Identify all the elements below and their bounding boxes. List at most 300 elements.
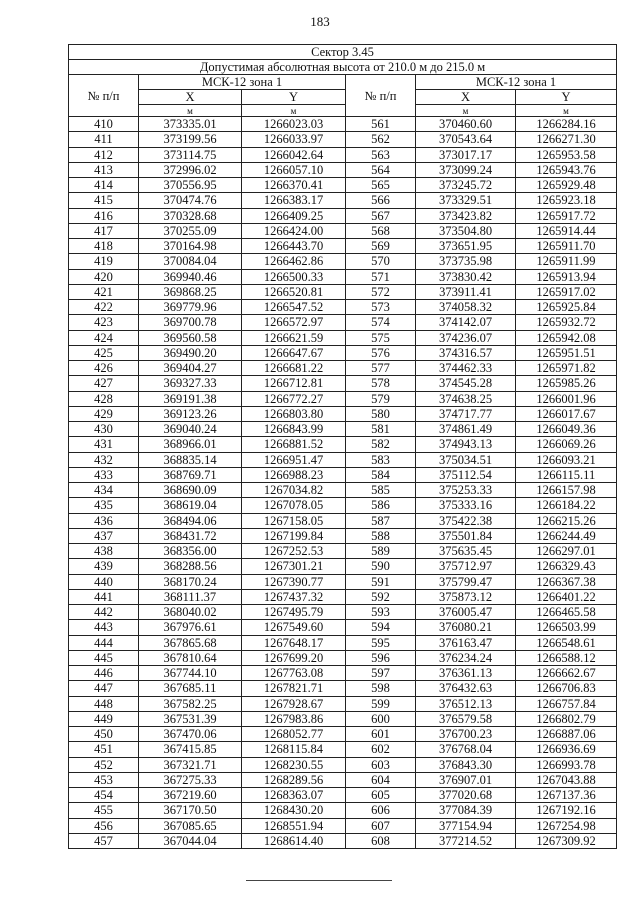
cell-num-left: 418 [69, 239, 139, 254]
table-row [69, 391, 617, 406]
cell-x-right: 375712.97 [416, 559, 516, 574]
cell-num-left: 452 [69, 757, 139, 772]
cell-y-left: 1267763.08 [242, 666, 346, 681]
table-row [69, 528, 617, 543]
cell-num-right: 582 [346, 437, 416, 452]
cell-num-right: 564 [346, 162, 416, 177]
cell-x-right: 376512.13 [416, 696, 516, 711]
cell-num-left: 415 [69, 193, 139, 208]
cell-y-left: 1267390.77 [242, 574, 346, 589]
cell-x-right: 376700.23 [416, 727, 516, 742]
table-row [69, 193, 617, 208]
cell-y-left: 1267252.53 [242, 544, 346, 559]
col-x-header-right: X [416, 90, 516, 105]
cell-x-left: 367685.11 [139, 681, 242, 696]
cell-num-left: 419 [69, 254, 139, 269]
cell-y-left: 1268052.77 [242, 727, 346, 742]
cell-num-right: 608 [346, 833, 416, 848]
cell-x-right: 375635.45 [416, 544, 516, 559]
cell-y-left: 1266370.41 [242, 178, 346, 193]
cell-x-right: 374717.77 [416, 406, 516, 421]
table-row [69, 788, 617, 803]
cell-x-right: 373329.51 [416, 193, 516, 208]
cell-x-left: 373199.56 [139, 132, 242, 147]
cell-x-left: 368494.06 [139, 513, 242, 528]
cell-num-right: 594 [346, 620, 416, 635]
cell-num-right: 562 [346, 132, 416, 147]
cell-x-left: 373114.75 [139, 147, 242, 162]
cell-x-right: 376361.13 [416, 666, 516, 681]
cell-y-left: 1266988.23 [242, 467, 346, 482]
cell-y-right: 1266271.30 [516, 132, 617, 147]
cell-x-right: 373423.82 [416, 208, 516, 223]
cell-x-right: 373911.41 [416, 284, 516, 299]
system-header-right: МСК-12 зона 1 [416, 75, 617, 90]
cell-x-right: 374638.25 [416, 391, 516, 406]
cell-y-left: 1267495.79 [242, 605, 346, 620]
cell-num-left: 454 [69, 788, 139, 803]
table-row [69, 117, 617, 132]
cell-y-left: 1267549.60 [242, 620, 346, 635]
col-num-header-right: № п/п [346, 75, 416, 117]
cell-y-left: 1268289.56 [242, 772, 346, 787]
cell-x-right: 373504.80 [416, 223, 516, 238]
cell-num-right: 605 [346, 788, 416, 803]
cell-num-right: 597 [346, 666, 416, 681]
cell-y-left: 1266547.52 [242, 300, 346, 315]
cell-x-right: 377084.39 [416, 803, 516, 818]
cell-x-left: 367044.04 [139, 833, 242, 848]
table-row [69, 178, 617, 193]
cell-x-right: 375873.12 [416, 589, 516, 604]
cell-y-right: 1266548.61 [516, 635, 617, 650]
table-row [69, 437, 617, 452]
cell-num-right: 575 [346, 330, 416, 345]
cell-y-left: 1267983.86 [242, 711, 346, 726]
cell-num-right: 607 [346, 818, 416, 833]
cell-y-left: 1268230.55 [242, 757, 346, 772]
cell-x-left: 369123.26 [139, 406, 242, 421]
cell-x-left: 367415.85 [139, 742, 242, 757]
cell-y-left: 1266772.27 [242, 391, 346, 406]
cell-x-left: 369868.25 [139, 284, 242, 299]
cell-x-left: 367744.10 [139, 666, 242, 681]
cell-num-right: 602 [346, 742, 416, 757]
cell-y-left: 1268363.07 [242, 788, 346, 803]
cell-y-left: 1266712.81 [242, 376, 346, 391]
cell-num-right: 603 [346, 757, 416, 772]
cell-num-left: 455 [69, 803, 139, 818]
cell-y-right: 1266662.67 [516, 666, 617, 681]
cell-x-right: 375422.38 [416, 513, 516, 528]
unit-y-left: м [242, 105, 346, 117]
cell-x-left: 370556.95 [139, 178, 242, 193]
cell-y-right: 1267043.88 [516, 772, 617, 787]
cell-num-left: 414 [69, 178, 139, 193]
cell-num-left: 441 [69, 589, 139, 604]
table-row [69, 330, 617, 345]
cell-x-right: 376432.63 [416, 681, 516, 696]
cell-y-left: 1267199.84 [242, 528, 346, 543]
cell-x-right: 373830.42 [416, 269, 516, 284]
cell-y-right: 1266465.58 [516, 605, 617, 620]
cell-y-left: 1266383.17 [242, 193, 346, 208]
footer-rule [246, 880, 392, 881]
page-number: 183 [310, 14, 330, 29]
cell-num-left: 422 [69, 300, 139, 315]
cell-num-left: 443 [69, 620, 139, 635]
cell-x-left: 367170.50 [139, 803, 242, 818]
cell-y-right: 1265917.02 [516, 284, 617, 299]
cell-num-right: 589 [346, 544, 416, 559]
cell-y-left: 1266023.03 [242, 117, 346, 132]
cell-x-right: 376843.30 [416, 757, 516, 772]
cell-y-left: 1268430.20 [242, 803, 346, 818]
cell-num-right: 586 [346, 498, 416, 513]
cell-num-right: 580 [346, 406, 416, 421]
table-row [69, 559, 617, 574]
cell-num-left: 416 [69, 208, 139, 223]
cell-y-left: 1266443.70 [242, 239, 346, 254]
cell-x-left: 368769.71 [139, 467, 242, 482]
table-row [69, 376, 617, 391]
table-row [69, 361, 617, 376]
cell-y-left: 1266647.67 [242, 345, 346, 360]
cell-y-right: 1266297.01 [516, 544, 617, 559]
cell-x-left: 367275.33 [139, 772, 242, 787]
cell-y-right: 1266069.26 [516, 437, 617, 452]
table-row [69, 635, 617, 650]
table-row [69, 208, 617, 223]
cell-num-right: 579 [346, 391, 416, 406]
cell-y-left: 1266572.97 [242, 315, 346, 330]
cell-y-left: 1267158.05 [242, 513, 346, 528]
cell-x-right: 374545.28 [416, 376, 516, 391]
cell-y-left: 1266843.99 [242, 422, 346, 437]
cell-num-left: 430 [69, 422, 139, 437]
cell-num-left: 433 [69, 467, 139, 482]
cell-y-left: 1268614.40 [242, 833, 346, 848]
cell-num-right: 563 [346, 147, 416, 162]
cell-x-right: 376579.58 [416, 711, 516, 726]
cell-y-left: 1266057.10 [242, 162, 346, 177]
cell-x-right: 373735.98 [416, 254, 516, 269]
cell-num-right: 577 [346, 361, 416, 376]
cell-y-right: 1265943.76 [516, 162, 617, 177]
col-y-header-right: Y [516, 90, 617, 105]
table-row [69, 833, 617, 848]
cell-x-left: 370255.09 [139, 223, 242, 238]
height-range: Допустимая абсолютная высота от 210.0 м до 215.0 м [69, 60, 617, 75]
col-x-header-left: X [139, 90, 242, 105]
cell-num-right: 568 [346, 223, 416, 238]
cell-y-right: 1265932.72 [516, 315, 617, 330]
cell-y-right: 1266017.67 [516, 406, 617, 421]
cell-x-left: 368111.37 [139, 589, 242, 604]
cell-x-right: 376163.47 [416, 635, 516, 650]
cell-x-right: 373099.24 [416, 162, 516, 177]
cell-x-right: 375112.54 [416, 467, 516, 482]
table-row [69, 147, 617, 162]
cell-x-left: 369700.78 [139, 315, 242, 330]
cell-num-left: 426 [69, 361, 139, 376]
cell-num-left: 429 [69, 406, 139, 421]
cell-y-right: 1265951.51 [516, 345, 617, 360]
cell-y-right: 1266093.21 [516, 452, 617, 467]
cell-x-right: 373245.72 [416, 178, 516, 193]
cell-num-right: 576 [346, 345, 416, 360]
cell-num-left: 427 [69, 376, 139, 391]
cell-num-right: 583 [346, 452, 416, 467]
col-num-header-left: № п/п [69, 75, 139, 117]
cell-x-left: 368690.09 [139, 483, 242, 498]
cell-y-left: 1266803.80 [242, 406, 346, 421]
cell-num-right: 567 [346, 208, 416, 223]
cell-x-left: 368170.24 [139, 574, 242, 589]
cell-x-left: 370474.76 [139, 193, 242, 208]
table-row [69, 620, 617, 635]
table-row [69, 284, 617, 299]
cell-num-left: 421 [69, 284, 139, 299]
cell-x-left: 367976.61 [139, 620, 242, 635]
unit-y-right: м [516, 105, 617, 117]
cell-y-right: 1266215.26 [516, 513, 617, 528]
table-row [69, 498, 617, 513]
cell-num-right: 593 [346, 605, 416, 620]
cell-num-right: 570 [346, 254, 416, 269]
table-row [69, 681, 617, 696]
cell-y-left: 1267034.82 [242, 483, 346, 498]
cell-num-left: 423 [69, 315, 139, 330]
cell-x-right: 373017.17 [416, 147, 516, 162]
cell-num-left: 456 [69, 818, 139, 833]
table-row [69, 772, 617, 787]
cell-x-left: 368619.04 [139, 498, 242, 513]
cell-num-left: 437 [69, 528, 139, 543]
cell-num-right: 561 [346, 117, 416, 132]
cell-y-left: 1267078.05 [242, 498, 346, 513]
cell-num-left: 442 [69, 605, 139, 620]
table-row [69, 132, 617, 147]
cell-num-right: 581 [346, 422, 416, 437]
cell-num-left: 428 [69, 391, 139, 406]
cell-y-right: 1266001.96 [516, 391, 617, 406]
cell-x-right: 376005.47 [416, 605, 516, 620]
cell-y-right: 1267137.36 [516, 788, 617, 803]
cell-y-left: 1267301.21 [242, 559, 346, 574]
cell-y-right: 1265917.72 [516, 208, 617, 223]
cell-y-right: 1267309.92 [516, 833, 617, 848]
cell-y-right: 1266367.38 [516, 574, 617, 589]
table-row [69, 345, 617, 360]
cell-x-left: 367865.68 [139, 635, 242, 650]
cell-num-right: 592 [346, 589, 416, 604]
coordinates-table [68, 44, 617, 849]
cell-y-right: 1265971.82 [516, 361, 617, 376]
cell-num-right: 574 [346, 315, 416, 330]
cell-num-right: 599 [346, 696, 416, 711]
cell-num-left: 439 [69, 559, 139, 574]
cell-x-right: 370460.60 [416, 117, 516, 132]
cell-num-right: 565 [346, 178, 416, 193]
cell-y-left: 1266621.59 [242, 330, 346, 345]
cell-num-right: 578 [346, 376, 416, 391]
cell-num-left: 432 [69, 452, 139, 467]
cell-x-right: 374861.49 [416, 422, 516, 437]
cell-num-left: 457 [69, 833, 139, 848]
cell-num-right: 604 [346, 772, 416, 787]
cell-y-right: 1266887.06 [516, 727, 617, 742]
cell-x-right: 376907.01 [416, 772, 516, 787]
cell-x-right: 376080.21 [416, 620, 516, 635]
cell-num-right: 606 [346, 803, 416, 818]
table-row [69, 315, 617, 330]
cell-y-left: 1266681.22 [242, 361, 346, 376]
cell-num-left: 431 [69, 437, 139, 452]
cell-x-right: 375501.84 [416, 528, 516, 543]
cell-y-right: 1266329.43 [516, 559, 617, 574]
cell-x-right: 375799.47 [416, 574, 516, 589]
cell-num-left: 449 [69, 711, 139, 726]
cell-y-right: 1267192.16 [516, 803, 617, 818]
cell-y-right: 1265914.44 [516, 223, 617, 238]
cell-num-left: 412 [69, 147, 139, 162]
cell-num-right: 588 [346, 528, 416, 543]
table-row [69, 696, 617, 711]
sector-title: Сектор 3.45 [69, 45, 617, 60]
cell-y-left: 1266033.97 [242, 132, 346, 147]
cell-num-left: 444 [69, 635, 139, 650]
cell-num-left: 425 [69, 345, 139, 360]
table-row [69, 483, 617, 498]
cell-num-left: 434 [69, 483, 139, 498]
cell-y-right: 1266706.83 [516, 681, 617, 696]
cell-x-right: 375034.51 [416, 452, 516, 467]
cell-num-right: 584 [346, 467, 416, 482]
cell-y-right: 1266184.22 [516, 498, 617, 513]
cell-num-right: 587 [346, 513, 416, 528]
table-row [69, 406, 617, 421]
cell-y-left: 1266042.64 [242, 147, 346, 162]
cell-y-left: 1267928.67 [242, 696, 346, 711]
cell-y-left: 1266424.00 [242, 223, 346, 238]
cell-y-right: 1266993.78 [516, 757, 617, 772]
cell-x-left: 369779.96 [139, 300, 242, 315]
cell-y-left: 1266881.52 [242, 437, 346, 452]
cell-num-left: 446 [69, 666, 139, 681]
cell-num-left: 453 [69, 772, 139, 787]
unit-x-left: м [139, 105, 242, 117]
cell-y-right: 1266503.99 [516, 620, 617, 635]
table-row [69, 727, 617, 742]
cell-y-right: 1265985.26 [516, 376, 617, 391]
cell-y-left: 1268115.84 [242, 742, 346, 757]
cell-x-left: 367219.60 [139, 788, 242, 803]
table-row [69, 452, 617, 467]
table-row [69, 422, 617, 437]
table-row [69, 162, 617, 177]
cell-y-left: 1266409.25 [242, 208, 346, 223]
cell-x-right: 374236.07 [416, 330, 516, 345]
table-row [69, 223, 617, 238]
cell-num-left: 411 [69, 132, 139, 147]
cell-y-right: 1265911.99 [516, 254, 617, 269]
cell-num-left: 445 [69, 650, 139, 665]
cell-x-left: 367321.71 [139, 757, 242, 772]
cell-y-right: 1266936.69 [516, 742, 617, 757]
table-row [69, 239, 617, 254]
cell-x-right: 370543.64 [416, 132, 516, 147]
cell-num-left: 438 [69, 544, 139, 559]
cell-num-left: 436 [69, 513, 139, 528]
cell-y-right: 1265911.70 [516, 239, 617, 254]
table-row [69, 467, 617, 482]
cell-y-right: 1266401.22 [516, 589, 617, 604]
col-y-header-left: Y [242, 90, 346, 105]
cell-x-left: 367531.39 [139, 711, 242, 726]
cell-y-right: 1265913.94 [516, 269, 617, 284]
cell-num-right: 569 [346, 239, 416, 254]
cell-x-right: 376768.04 [416, 742, 516, 757]
cell-num-left: 410 [69, 117, 139, 132]
cell-num-left: 451 [69, 742, 139, 757]
cell-num-right: 566 [346, 193, 416, 208]
cell-y-left: 1268551.94 [242, 818, 346, 833]
cell-y-right: 1266157.98 [516, 483, 617, 498]
table-row [69, 574, 617, 589]
cell-x-right: 374058.32 [416, 300, 516, 315]
cell-num-right: 573 [346, 300, 416, 315]
table-row [69, 711, 617, 726]
cell-x-right: 377154.94 [416, 818, 516, 833]
cell-y-left: 1266951.47 [242, 452, 346, 467]
cell-y-right: 1265929.48 [516, 178, 617, 193]
table-row [69, 650, 617, 665]
cell-num-right: 600 [346, 711, 416, 726]
table-row [69, 818, 617, 833]
cell-x-left: 369327.33 [139, 376, 242, 391]
cell-num-right: 590 [346, 559, 416, 574]
cell-x-left: 367470.06 [139, 727, 242, 742]
cell-x-right: 374462.33 [416, 361, 516, 376]
table-row [69, 544, 617, 559]
cell-num-left: 413 [69, 162, 139, 177]
cell-x-right: 373651.95 [416, 239, 516, 254]
cell-x-left: 369404.27 [139, 361, 242, 376]
table-row [69, 666, 617, 681]
cell-y-right: 1266757.84 [516, 696, 617, 711]
cell-num-right: 596 [346, 650, 416, 665]
table-row [69, 803, 617, 818]
cell-y-left: 1267821.71 [242, 681, 346, 696]
cell-num-left: 448 [69, 696, 139, 711]
cell-num-left: 420 [69, 269, 139, 284]
cell-x-right: 376234.24 [416, 650, 516, 665]
cell-x-left: 369940.46 [139, 269, 242, 284]
cell-y-right: 1265923.18 [516, 193, 617, 208]
cell-y-right: 1267254.98 [516, 818, 617, 833]
cell-x-left: 370164.98 [139, 239, 242, 254]
cell-y-left: 1266500.33 [242, 269, 346, 284]
cell-y-left: 1266462.86 [242, 254, 346, 269]
cell-x-left: 372996.02 [139, 162, 242, 177]
cell-x-right: 377214.52 [416, 833, 516, 848]
cell-x-left: 369191.38 [139, 391, 242, 406]
cell-num-left: 450 [69, 727, 139, 742]
cell-num-right: 595 [346, 635, 416, 650]
cell-y-right: 1265925.84 [516, 300, 617, 315]
cell-x-left: 369040.24 [139, 422, 242, 437]
